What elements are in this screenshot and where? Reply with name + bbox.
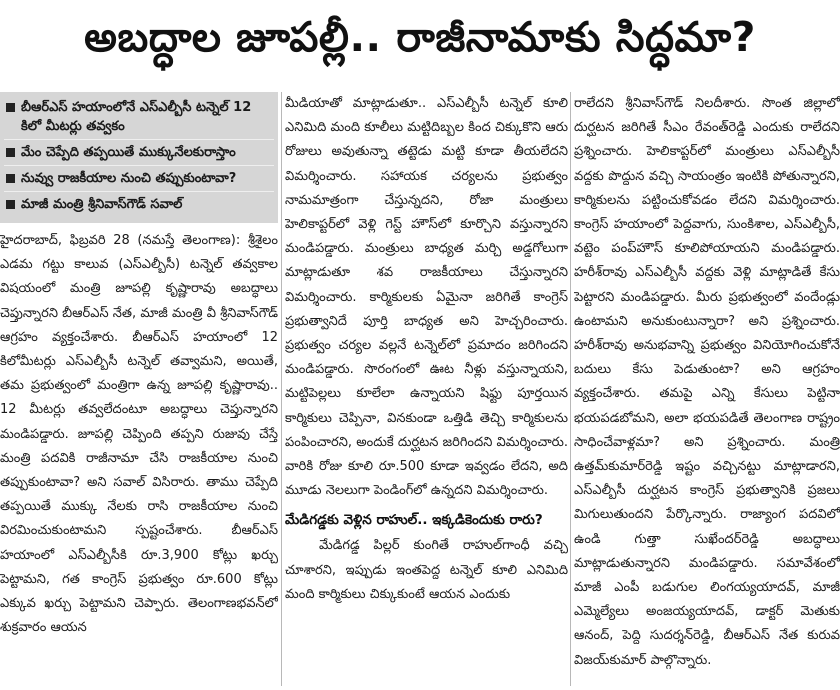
article-body-text: మీడియాతో మాట్లాడుతూ.. ఎస్ఎల్బీసీ టన్నెల్ కూలి ఎనిమిది మంది కూలీలు మట్టిదిబ్బల కింద చిక్కుకొని ఆరు రోజులు అవుతున్నా తట్టెడు మట్టి కూడా తీయలేదని విమర్శించారు. సహాయక చర్యలను ప్రభుత్వం నామమాత్రంగా చేస్తున్నదని, రోజా మంత్రులు హెలికాప్టర్‌లో వెళ్లి గెస్ట్ హౌస్‌లో కూర్చొని వస్తున్నారని మండిపడ్డారు. మంత్రులు బాధ్యత మర్చి అడ్డగోలుగా మాట్లాడుతూ శవ రాజకీయాలు చేస్తున్నారని విమర్శించారు. కార్మికులకు ఏమైనా జరిగితే కాంగ్రెస్ ప్రభుత్వానిదే పూర్తి బాధ్యత అని హెచ్చరించారు. ప్రభుత్వం చర్యల వల్లనే టన్నెల్‌లో ప్రమాదం జరిగిందని మండిపడ్డారు. సొరంగంలో ఊట నీళ్లు వస్తున్నాయని, మట్టిపెల్లలు కూలేలా ఉన్నాయని షిఫ్టు పూర్తయిన కార్మికులు చెప్పినా, వినకుండా ఒత్తిడి తెచ్చి కార్మికులను పంపించారని, అందుకే దుర్ఘటన జరిగిందని విమర్శించారు. వారికి రోజు కూలి రూ.500 కూడా ఇవ్వడం లేదని, అది మూడు నెలలుగా పెండింగ్‌లో ఉన్నదని విమర్శించారు.: [285, 96, 568, 499]
highlight-text: మేం చెప్పేది తప్పయితే ముక్కునేలకురాస్తాం: [21, 145, 236, 160]
highlight-item: [4, 169, 274, 192]
highlights-box: [0, 92, 278, 223]
article-column-1: [0, 92, 278, 690]
article-column-2: [285, 92, 568, 690]
square-bullet-icon: [6, 200, 15, 209]
column-divider: [570, 92, 571, 686]
square-bullet-icon: [6, 148, 15, 157]
square-bullet-icon: [6, 174, 15, 183]
article-body-text: రాలేదని శ్రీనివాస్‌గౌడ్ నిలదీశారు. సొంత జిల్లాలో దుర్ఘటన జరిగితే సీఎం రేవంత్‌రెడ్డి ఎందుకు రాలేదని ప్రశ్నించారు. హెలికాప్టర్‌లో మంత్రులు ఎస్ఎల్బీసీ వద్దకు పొద్దున వచ్చి సాయంత్రం ఇంటికి పోతున్నారని, కార్మికులను పట్టించుకోవడం లేదని విమర్శించారు. కాంగ్రెస్ హయాంలో పెద్దవాగు, సుంకిశాల, ఎస్ఎల్బీసీ, వట్టెం పంప్‌హౌస్ కూలిపోయాయని మండిపడ్డారు. హరీశ్‌రావు ఎస్ఎల్బీసీ వద్దకు వెళ్లి మాట్లాడితే కేసు పెట్టారని మండిపడ్డారు. మీరు ప్రభుత్వంలో వందేండ్లు ఉంటామని అనుకుంటున్నారా? అని ప్రశ్నించారు. హరీశ్‌రావు అనుభవాన్ని ప్రభుత్వం వినియోగించుకోనే బదులు కేసు పెడుతుంటా? అని ఆగ్రహం వ్యక్తంచేశారు. తమపై ఎన్ని కేసులు పెట్టినా భయపడబోమని, అలా భయపడితే తెలంగాణ రాష్ట్రం సాధించేవాళ్లమా? అని ప్రశ్నించారు. మంత్రి ఉత్తమ్‌కుమార్‌రెడ్డి ఇష్టం వచ్చినట్టు మాట్లాడారని, ఎస్ఎల్బీసీ దుర్ఘటన కాంగ్రెస్ ప్రభుత్వానికి ప్రజలు మిగులుతుందని పేర్కొన్నారు. రాజ్యాంగ పదవిలో ఉండి గుత్తా సుఖేందర్‌రెడ్డి అబద్ధాలు మాట్లాడుతున్నారని మండిపడ్డారు. సమావేశంలో మాజీ ఎంపీ బడుగుల లింగయ్యయాదవ్, మాజీ ఎమ్మెల్యేలు అంజయ్యయాదవ్, డాక్టర్ మెతుకు ఆనంద్, పెద్ది సుదర్శన్‌రెడ్డి, బీఆర్ఎస్ నేత కురువ విజయ్‌కుమార్ పాల్గొన్నారు.: [574, 96, 840, 668]
highlight-item: [4, 143, 274, 166]
highlight-item: [4, 98, 274, 140]
article-column-3: [574, 92, 840, 690]
highlight-text: నువ్వు రాజకీయాల నుంచి తప్పుకుంటావా?: [21, 171, 237, 186]
highlight-text: మాజీ మంత్రి శ్రీనివాస్‌గౌడ్ సవాల్: [21, 197, 183, 212]
article-body-text: మేడిగడ్డ పిల్లర్ కుంగితే రాహుల్‌గాంధీ వచ్చి చూశారని, ఇప్పుడు ఇంతపెద్ద టన్నెల్ కూలి ఎనిమిది మంది కార్మికులు చిక్కుకుంటే ఆయన ఎందుకు: [285, 538, 568, 602]
headline: అబద్ధాల జూపల్లీ.. రాజీనామాకు సిద్ధమా?: [84, 13, 756, 61]
square-bullet-icon: [6, 103, 15, 112]
highlight-item: [4, 195, 274, 217]
highlight-text: బీఆర్ఎస్ హయాంలోనే ఎస్ఎల్బీసీ టన్నెల్ 12 కిలో మీటర్లు తవ్వకం: [21, 100, 252, 134]
column-divider: [281, 92, 282, 686]
subheading: మేడిగడ్డకు వెళ్లిన రాహుల్.. ఇక్కడికెందుకు రారు?: [285, 512, 543, 529]
article-body-text: హైదరాబాద్, ఫిబ్రవరి 28 (నమస్తే తెలంగాణ): శ్రీశైలం ఎడమ గట్టు కాలువ (ఎస్ఎల్బీసీ) టన్నెల్ తవ్వకాల విషయంలో మంత్రి జూపల్లి కృష్ణారావు అబద్ధాలు చెప్తున్నారని బీఆర్ఎస్ నేత, మాజీ మంత్రి వీ శ్రీనివాస్‌గౌడ్ ఆగ్రహం వ్యక్తంచేశారు. బీఆర్ఎస్ హయాంలో 12 కిలోమీటర్లు ఎస్ఎల్బీసీ టన్నెల్ తవ్వామని, అయితే, తమ ప్రభుత్వంలో మంత్రిగా ఉన్న జూపల్లి కృష్ణారావు.. 12 మీటర్లు తవ్వలేదంటూ అబద్ధాలు చెప్తున్నారని మండిపడ్డారు. జూపల్లి చెప్పింది తప్పని రుజువు చేస్తే మంత్రి పదవికి రాజీనామా చేసి రాజకీయాల నుంచి తప్పుకుంటావా? అని సవాల్ విసిరారు. తాము చెప్పేది తప్పయితే ముక్కు నేలకు రాసి రాజకీయాల నుంచి విరమించుకుంటామని స్పష్టంచేశారు. బీఆర్ఎస్ హయాంలో ఎస్ఎల్బీసీకి రూ.3,900 కోట్లు ఖర్చు పెట్టామని, గత కాంగ్రెస్ ప్రభుత్వం రూ.600 కోట్లు ఎక్కువ ఖర్చు పెట్టామని చెప్పారు. తెలంగాణభవన్‌లో శుక్రవారం ఆయన: [0, 233, 278, 636]
